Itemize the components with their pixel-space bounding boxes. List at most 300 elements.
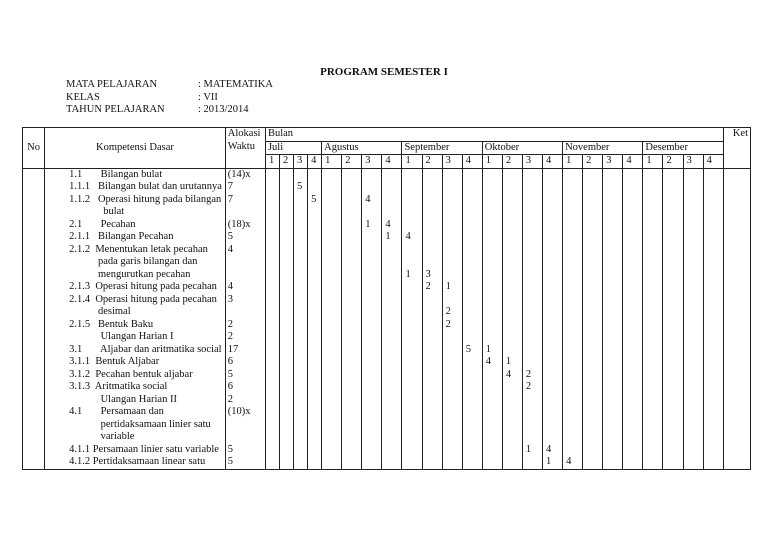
row-kompetensi: bulat	[45, 206, 226, 219]
week-cell	[643, 244, 663, 257]
week-cell	[402, 294, 422, 307]
week-cell	[543, 206, 563, 219]
week-header: 1	[265, 155, 279, 169]
week-cell	[280, 256, 294, 269]
week-cell	[563, 206, 583, 219]
week-cell	[442, 381, 462, 394]
week-cell	[543, 231, 563, 244]
month-header: Oktober	[482, 141, 562, 155]
week-cell	[422, 244, 442, 257]
row-kompetensi: 2.1.1 Bilangan Pecahan	[45, 231, 226, 244]
week-cell	[683, 344, 703, 357]
week-cell	[683, 394, 703, 407]
week-cell	[308, 244, 322, 257]
week-cell	[294, 444, 308, 457]
week-cell	[482, 231, 502, 244]
week-cell	[462, 168, 482, 181]
row-no	[23, 431, 45, 444]
month-header: September	[402, 141, 482, 155]
week-cell	[462, 444, 482, 457]
row-kompetensi: 2.1.3 Operasi hitung pada pecahan	[45, 281, 226, 294]
week-cell	[342, 168, 362, 181]
week-cell	[362, 168, 382, 181]
row-alokasi: 17	[225, 344, 265, 357]
table-row	[23, 269, 751, 282]
week-cell	[442, 294, 462, 307]
week-cell	[280, 431, 294, 444]
week-cell	[308, 369, 322, 382]
week-cell	[703, 394, 723, 407]
week-cell	[402, 306, 422, 319]
week-cell	[623, 381, 643, 394]
week-cell	[462, 219, 482, 232]
week-cell	[703, 181, 723, 194]
week-cell	[703, 319, 723, 332]
week-cell	[294, 206, 308, 219]
row-ket	[723, 419, 750, 432]
week-cell	[362, 256, 382, 269]
week-cell	[482, 219, 502, 232]
week-cell	[280, 194, 294, 207]
week-cell	[683, 356, 703, 369]
week-cell	[522, 419, 542, 432]
week-cell	[623, 331, 643, 344]
week-cell	[522, 456, 542, 469]
week-cell	[362, 281, 382, 294]
week-cell	[308, 206, 322, 219]
row-ket	[723, 256, 750, 269]
week-cell	[294, 306, 308, 319]
week-cell	[265, 381, 279, 394]
row-no	[23, 369, 45, 382]
week-cell	[482, 394, 502, 407]
week-cell	[462, 319, 482, 332]
week-cell	[422, 256, 442, 269]
week-cell	[563, 431, 583, 444]
week-cell	[643, 394, 663, 407]
row-ket	[723, 194, 750, 207]
week-cell	[265, 219, 279, 232]
week-cell	[422, 231, 442, 244]
week-header: 1	[402, 155, 422, 169]
week-cell	[442, 206, 462, 219]
week-cell	[442, 444, 462, 457]
week-cell	[522, 344, 542, 357]
week-cell	[603, 168, 623, 181]
week-cell	[643, 369, 663, 382]
week-cell	[502, 231, 522, 244]
row-alokasi: 3	[225, 294, 265, 307]
week-cell	[583, 319, 603, 332]
week-cell	[402, 406, 422, 419]
week-cell	[442, 394, 462, 407]
week-cell	[462, 231, 482, 244]
week-cell	[402, 206, 422, 219]
week-cell	[643, 231, 663, 244]
week-cell	[462, 244, 482, 257]
row-no	[23, 256, 45, 269]
week-cell	[623, 219, 643, 232]
week-cell	[663, 356, 683, 369]
row-no	[23, 394, 45, 407]
row-kompetensi: Ulangan Harian I	[45, 331, 226, 344]
week-cell	[683, 406, 703, 419]
row-alokasi: 4	[225, 281, 265, 294]
week-cell	[563, 294, 583, 307]
row-kompetensi: mengurutkan pecahan	[45, 269, 226, 282]
week-cell	[663, 381, 683, 394]
week-cell	[603, 456, 623, 469]
week-cell	[294, 431, 308, 444]
week-cell	[502, 244, 522, 257]
row-ket	[723, 294, 750, 307]
week-cell	[663, 406, 683, 419]
week-cell	[603, 256, 623, 269]
document-meta	[66, 79, 273, 117]
week-cell	[322, 456, 342, 469]
week-cell	[522, 394, 542, 407]
week-cell	[683, 419, 703, 432]
week-cell	[342, 419, 362, 432]
week-cell	[643, 194, 663, 207]
row-alokasi	[225, 431, 265, 444]
week-cell	[522, 168, 542, 181]
week-cell	[280, 319, 294, 332]
row-no	[23, 231, 45, 244]
week-cell	[543, 394, 563, 407]
table-row	[23, 206, 751, 219]
meta-label: KELAS	[66, 91, 100, 103]
week-cell	[342, 406, 362, 419]
table-row	[23, 456, 751, 469]
week-cell	[522, 231, 542, 244]
week-cell	[308, 356, 322, 369]
week-cell	[482, 331, 502, 344]
week-cell	[422, 319, 442, 332]
week-cell	[543, 406, 563, 419]
week-cell	[265, 194, 279, 207]
week-cell	[308, 168, 322, 181]
week-cell	[382, 281, 402, 294]
week-cell	[402, 331, 422, 344]
week-cell	[703, 219, 723, 232]
week-cell	[402, 381, 422, 394]
week-cell	[265, 231, 279, 244]
week-cell	[603, 344, 623, 357]
row-ket	[723, 394, 750, 407]
week-cell	[322, 181, 342, 194]
week-cell	[623, 181, 643, 194]
week-cell	[280, 356, 294, 369]
week-cell	[563, 344, 583, 357]
row-alokasi: 4	[225, 244, 265, 257]
table-row	[23, 231, 751, 244]
week-cell	[603, 406, 623, 419]
week-cell	[663, 431, 683, 444]
week-cell: 1	[502, 356, 522, 369]
week-cell	[280, 369, 294, 382]
week-cell	[382, 369, 402, 382]
week-header: 3	[522, 155, 542, 169]
week-cell	[280, 181, 294, 194]
week-cell	[362, 406, 382, 419]
week-cell	[294, 381, 308, 394]
header-no: No	[23, 128, 45, 169]
week-cell	[502, 281, 522, 294]
week-cell	[563, 219, 583, 232]
row-ket	[723, 381, 750, 394]
week-cell	[322, 306, 342, 319]
week-cell	[563, 244, 583, 257]
week-cell	[402, 256, 422, 269]
week-cell	[294, 394, 308, 407]
week-cell	[422, 344, 442, 357]
table-row	[23, 356, 751, 369]
week-cell	[603, 219, 623, 232]
week-cell	[280, 269, 294, 282]
week-cell	[563, 269, 583, 282]
week-cell	[265, 406, 279, 419]
week-cell	[482, 306, 502, 319]
week-cell	[543, 344, 563, 357]
week-cell	[683, 194, 703, 207]
week-cell	[462, 256, 482, 269]
week-cell	[623, 369, 643, 382]
week-cell	[643, 331, 663, 344]
week-header: 1	[563, 155, 583, 169]
week-cell	[683, 181, 703, 194]
week-cell	[462, 194, 482, 207]
week-cell	[442, 168, 462, 181]
week-cell	[442, 231, 462, 244]
week-cell	[442, 219, 462, 232]
week-cell	[382, 431, 402, 444]
week-cell	[543, 331, 563, 344]
row-kompetensi: 1.1 Bilangan bulat	[45, 168, 226, 181]
week-cell	[603, 319, 623, 332]
week-cell	[643, 406, 663, 419]
week-cell	[643, 269, 663, 282]
week-cell	[362, 331, 382, 344]
semester-program-table	[22, 127, 751, 470]
week-cell	[382, 256, 402, 269]
table-row	[23, 344, 751, 357]
week-cell	[265, 206, 279, 219]
week-cell: 2	[522, 381, 542, 394]
week-cell	[402, 244, 422, 257]
week-cell	[522, 256, 542, 269]
week-cell	[422, 168, 442, 181]
week-cell	[462, 281, 482, 294]
row-alokasi	[225, 206, 265, 219]
week-header: 3	[683, 155, 703, 169]
week-cell	[294, 244, 308, 257]
week-cell	[362, 244, 382, 257]
meta-row	[66, 104, 273, 117]
week-cell	[543, 381, 563, 394]
week-header: 4	[308, 155, 322, 169]
week-cell	[502, 419, 522, 432]
row-no	[23, 244, 45, 257]
week-cell	[522, 244, 542, 257]
week-cell	[703, 269, 723, 282]
week-cell	[623, 394, 643, 407]
week-cell	[663, 419, 683, 432]
week-cell	[563, 406, 583, 419]
week-cell	[663, 181, 683, 194]
row-kompetensi: desimal	[45, 306, 226, 319]
table-row	[23, 394, 751, 407]
week-cell	[703, 256, 723, 269]
row-alokasi	[225, 419, 265, 432]
week-cell	[603, 194, 623, 207]
week-cell	[342, 394, 362, 407]
row-kompetensi: 2.1.4 Operasi hitung pada pecahan	[45, 294, 226, 307]
header-bulan: Bulan	[265, 128, 723, 142]
week-cell	[382, 168, 402, 181]
row-alokasi: 5	[225, 444, 265, 457]
week-cell	[265, 269, 279, 282]
week-cell	[543, 356, 563, 369]
week-cell	[462, 356, 482, 369]
week-cell	[482, 444, 502, 457]
week-cell	[603, 331, 623, 344]
row-alokasi: 6	[225, 356, 265, 369]
week-cell	[422, 331, 442, 344]
week-cell	[502, 306, 522, 319]
week-cell	[382, 206, 402, 219]
week-cell	[522, 319, 542, 332]
week-cell	[482, 456, 502, 469]
week-cell	[583, 369, 603, 382]
week-cell	[382, 456, 402, 469]
week-cell	[583, 231, 603, 244]
week-cell	[308, 319, 322, 332]
week-cell	[265, 168, 279, 181]
week-cell	[362, 444, 382, 457]
week-cell	[623, 306, 643, 319]
week-cell	[294, 331, 308, 344]
week-cell	[308, 331, 322, 344]
week-cell	[265, 319, 279, 332]
week-cell	[342, 319, 362, 332]
week-cell	[563, 381, 583, 394]
week-cell	[280, 394, 294, 407]
week-cell	[308, 294, 322, 307]
week-cell	[280, 344, 294, 357]
week-cell	[482, 419, 502, 432]
week-cell	[522, 219, 542, 232]
week-cell	[462, 381, 482, 394]
row-kompetensi: 3.1 Aljabar dan aritmatika social	[45, 344, 226, 357]
row-no	[23, 406, 45, 419]
week-cell	[502, 194, 522, 207]
week-cell	[603, 369, 623, 382]
week-cell	[442, 456, 462, 469]
week-cell	[563, 319, 583, 332]
week-header: 3	[603, 155, 623, 169]
week-cell	[342, 206, 362, 219]
week-cell	[322, 294, 342, 307]
week-cell	[563, 419, 583, 432]
week-cell	[502, 406, 522, 419]
row-alokasi: 2	[225, 331, 265, 344]
week-cell	[563, 231, 583, 244]
week-cell	[442, 356, 462, 369]
week-cell	[362, 319, 382, 332]
week-cell	[265, 306, 279, 319]
week-cell	[308, 181, 322, 194]
week-cell	[322, 281, 342, 294]
week-cell	[294, 406, 308, 419]
week-header: 4	[543, 155, 563, 169]
week-cell: 5	[308, 194, 322, 207]
week-cell	[543, 181, 563, 194]
week-cell	[623, 256, 643, 269]
week-cell	[583, 256, 603, 269]
week-cell	[482, 269, 502, 282]
week-cell	[308, 256, 322, 269]
row-kompetensi: pada garis bilangan dan	[45, 256, 226, 269]
row-kompetensi: 3.1.2 Pecahan bentuk aljabar	[45, 369, 226, 382]
row-no	[23, 219, 45, 232]
row-ket	[723, 281, 750, 294]
week-cell	[382, 394, 402, 407]
week-cell: 4	[543, 444, 563, 457]
row-no	[23, 331, 45, 344]
week-cell	[280, 381, 294, 394]
week-cell	[683, 219, 703, 232]
week-cell	[522, 306, 542, 319]
week-cell	[522, 294, 542, 307]
week-cell	[442, 256, 462, 269]
row-alokasi	[225, 269, 265, 282]
week-cell	[663, 294, 683, 307]
week-cell: 1	[543, 456, 563, 469]
week-cell	[543, 168, 563, 181]
week-header: 3	[362, 155, 382, 169]
week-cell	[294, 194, 308, 207]
week-cell	[563, 394, 583, 407]
row-kompetensi: variable	[45, 431, 226, 444]
week-cell	[402, 281, 422, 294]
week-cell	[308, 219, 322, 232]
week-cell	[322, 256, 342, 269]
week-cell	[663, 168, 683, 181]
week-cell	[462, 181, 482, 194]
week-cell	[683, 244, 703, 257]
week-cell	[563, 168, 583, 181]
row-kompetensi: 3.1.1 Bentuk Aljabar	[45, 356, 226, 369]
week-cell	[502, 206, 522, 219]
week-cell	[462, 394, 482, 407]
week-cell	[683, 256, 703, 269]
week-cell	[462, 369, 482, 382]
week-cell	[422, 306, 442, 319]
week-cell	[422, 444, 442, 457]
row-kompetensi: pertidaksamaan linier satu	[45, 419, 226, 432]
week-cell	[280, 331, 294, 344]
week-cell	[543, 219, 563, 232]
week-cell	[643, 356, 663, 369]
week-cell	[280, 206, 294, 219]
week-header: 2	[422, 155, 442, 169]
week-cell	[362, 181, 382, 194]
week-cell	[280, 168, 294, 181]
row-no	[23, 281, 45, 294]
week-cell	[462, 269, 482, 282]
week-cell	[502, 431, 522, 444]
